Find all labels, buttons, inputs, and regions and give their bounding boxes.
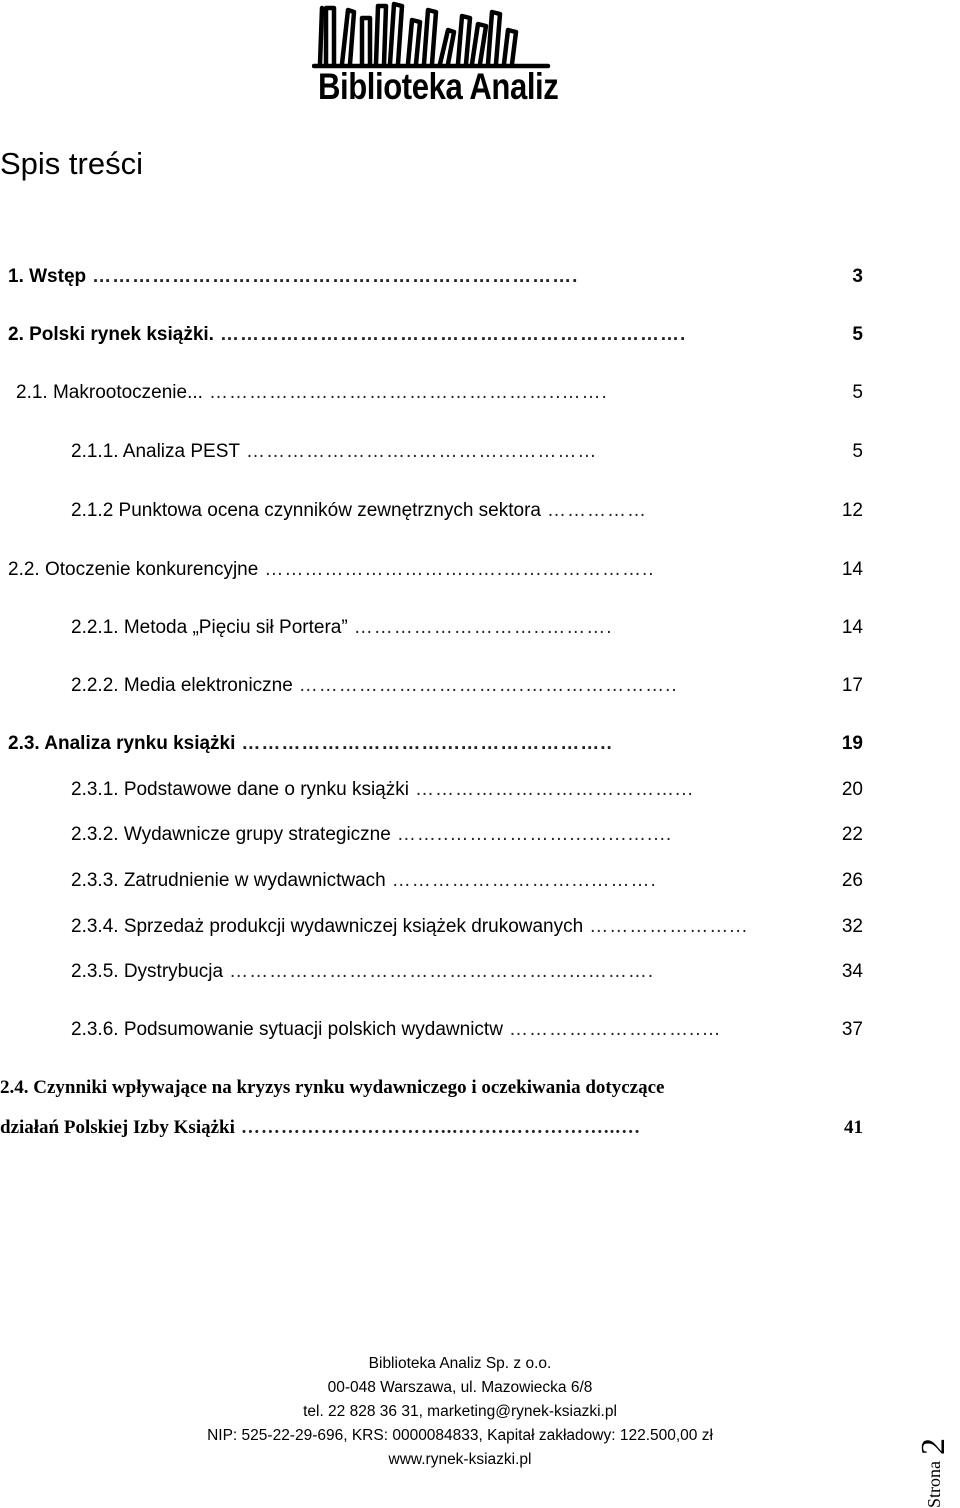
- toc-page-number: 14: [841, 617, 863, 638]
- toc-entry[interactable]: [8, 559, 863, 587]
- toc-entry-label: 2.3.1. Podstawowe dane o rynku książki: [71, 779, 409, 800]
- toc-entry[interactable]: [71, 1019, 863, 1047]
- toc-entry-last-line1: 2.4. Czynniki wpływające na kryzys rynku wydawniczego i oczekiwania dotyczące: [0, 1077, 665, 1098]
- footer-contact[interactable]: tel. 22 828 36 31, marketing@rynek-ksiazki.pl: [303, 1403, 617, 1420]
- toc-entry[interactable]: [71, 441, 863, 469]
- toc-entry[interactable]: [71, 870, 863, 898]
- toc-page-number: 19: [841, 733, 863, 754]
- footer-website[interactable]: www.rynek-ksiazki.pl: [388, 1451, 532, 1468]
- toc-entry[interactable]: [16, 382, 863, 410]
- toc-leader: ……………………………………………………………….: [92, 266, 579, 287]
- toc-leader: …………………………………………………………….: [219, 324, 687, 345]
- books-icon: [312, 0, 552, 70]
- footer-company-name: Biblioteka Analiz Sp. z o.o.: [368, 1355, 552, 1372]
- toc-page-number: 14: [841, 559, 863, 580]
- toc-leader: …………………………………...: [414, 779, 694, 800]
- logo-wordmark: Biblioteka Analiz: [318, 66, 559, 107]
- toc-entry-label: działań Polskiej Izby Książki: [0, 1117, 235, 1138]
- toc-entry-label: 2. Polski rynek książki.: [8, 324, 214, 345]
- toc-page-number: 37: [841, 1019, 863, 1040]
- toc-page-number: 17: [841, 675, 863, 696]
- toc-leader: …………………………..….…...……………..: [264, 559, 655, 580]
- toc-page-number: 3: [852, 266, 863, 287]
- toc-leader: …………………………….…………………..: [298, 675, 678, 696]
- toc-entry[interactable]: [71, 824, 863, 852]
- toc-entry-label: 2.1.2 Punktowa ocena czynników zewnętrznych sektora: [71, 500, 541, 521]
- toc-page-number: 22: [841, 824, 863, 845]
- toc-leader: ……………: [546, 500, 647, 521]
- toc-entry-label: 2.2.1. Metoda „Pięciu sił Portera”: [71, 617, 348, 638]
- toc-entry[interactable]: [8, 324, 863, 352]
- toc-entry-label: 2.1. Makrootoczenie...: [16, 382, 203, 403]
- toc-entry[interactable]: [8, 266, 863, 294]
- toc-page-number: 26: [841, 870, 863, 891]
- toc-entry-label: 2.3. Analiza rynku książki: [8, 733, 236, 754]
- toc-entry[interactable]: [71, 500, 863, 528]
- toc-entry[interactable]: [71, 617, 863, 645]
- page-title: Spis treści: [0, 146, 143, 181]
- toc-leader: ………………………..……….: [353, 617, 613, 638]
- toc-leader: ……………………………………………..…….: [208, 382, 608, 403]
- toc-entry-label: 2.2. Otoczenie konkurencyjne: [8, 559, 259, 580]
- toc-entry-label: 2.2.2. Media elektroniczne: [71, 675, 293, 696]
- toc-leader: ………………………..…: [508, 1019, 722, 1040]
- page-number: 2: [915, 1438, 952, 1455]
- toc-entry-label: 2.3.6. Podsumowanie sytuacji polskich wydawnictw: [71, 1019, 503, 1040]
- toc-leader: …………………………...…….……………...…: [240, 1117, 642, 1138]
- toc-entry-label: 2.3.4. Sprzedaż produkcji wydawniczej książek drukowanych: [71, 916, 584, 937]
- toc-entry-label: 2.3.5. Dystrybucja: [71, 961, 224, 982]
- toc-entry-label: 2.3.2. Wydawnicze grupy strategiczne: [71, 824, 391, 845]
- toc-page-number: 5: [852, 382, 863, 403]
- toc-page-number: 32: [841, 916, 863, 937]
- toc-entry-label: 2.1.1. Analiza PEST: [71, 441, 240, 462]
- toc-entry[interactable]: [8, 733, 863, 761]
- footer-address: 00-048 Warszawa, ul. Mazowiecka 6/8: [327, 1379, 593, 1396]
- toc-leader: ………………………...……….: [391, 870, 657, 891]
- page-marker: [908, 1360, 960, 1508]
- toc-page-number: 5: [852, 441, 863, 462]
- toc-page-number: 5: [852, 324, 863, 345]
- toc-leader: ……………………………………………...……….: [229, 961, 655, 982]
- biblioteka-analiz-logo: [312, 0, 559, 125]
- toc-entry[interactable]: [71, 961, 863, 989]
- toc-entry[interactable]: [71, 675, 863, 703]
- toc-leader: …………………………...…………………..: [241, 733, 613, 754]
- toc-entry-label: 1. Wstęp: [8, 266, 87, 287]
- footer-registration: NIP: 525-22-29-696, KRS: 0000084833, Kapitał zakładowy: 122.500,00 zł: [207, 1427, 713, 1444]
- toc-leader: …………………...: [589, 916, 749, 937]
- toc-entry[interactable]: [71, 916, 863, 944]
- toc-leader: ……………………..…………...…………: [246, 441, 598, 462]
- page-marker-word: Strona: [923, 1461, 944, 1508]
- toc-entry-label: 2.3.3. Zatrudnienie w wydawnictwach: [71, 870, 386, 891]
- toc-page-number: 20: [841, 779, 863, 800]
- toc-page-number: 41: [844, 1117, 863, 1138]
- toc-page-number: 34: [841, 961, 863, 982]
- toc-page-number: 12: [841, 500, 863, 521]
- toc-leader: ……..………………...…...…....: [396, 824, 673, 845]
- toc-entry[interactable]: [71, 779, 863, 807]
- company-footer: [120, 1352, 800, 1472]
- toc-entry-last[interactable]: [0, 1117, 863, 1145]
